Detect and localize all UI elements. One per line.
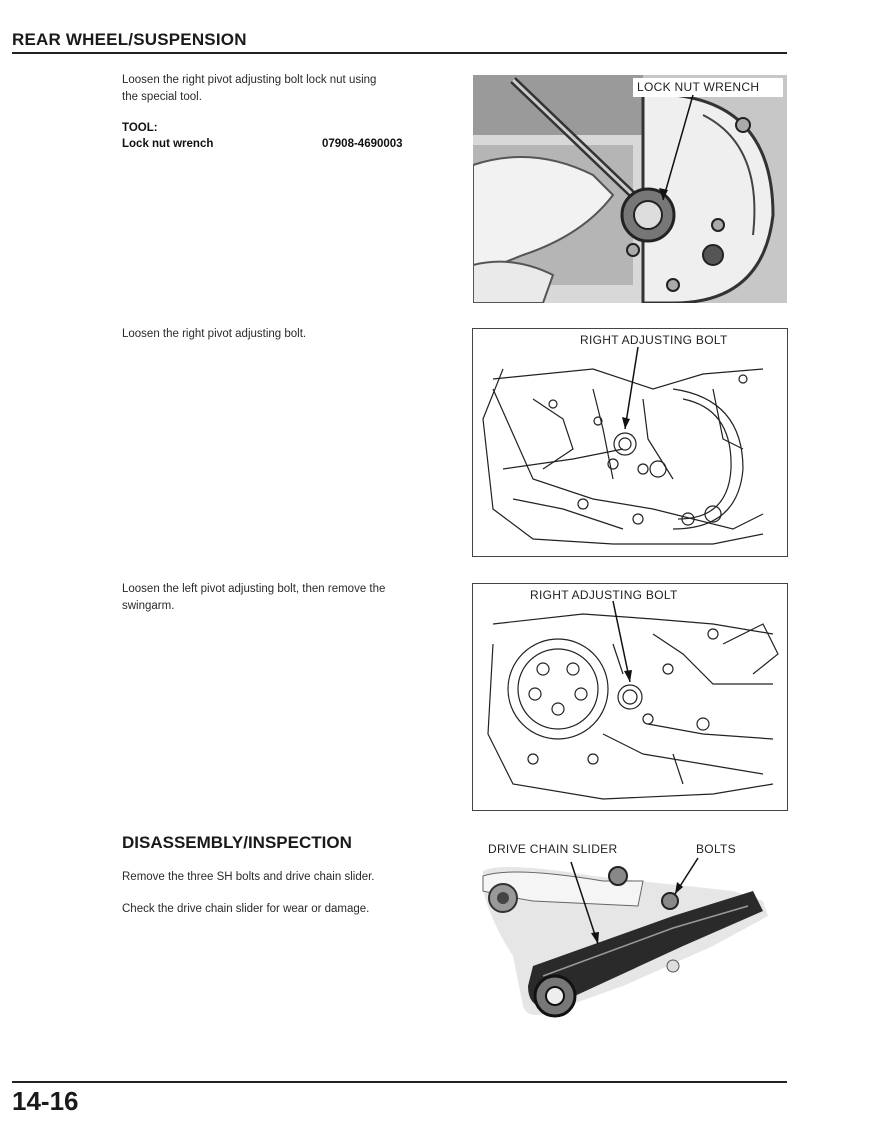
callout-bolts: BOLTS xyxy=(696,842,736,856)
drive-chain-slider-illustration xyxy=(473,836,787,1026)
step1-instructions xyxy=(122,72,462,106)
figure-lock-nut-wrench-photo xyxy=(473,75,787,303)
right-adjusting-bolt-diagram-1 xyxy=(473,329,787,556)
tool-number: 07908-4690003 xyxy=(322,138,403,150)
callout-right-adjusting-bolt-2: RIGHT ADJUSTING BOLT xyxy=(530,588,678,602)
disassembly-step2: Check the drive chain slider for wear or damage. xyxy=(122,903,370,915)
step3-instructions xyxy=(122,581,462,615)
right-adjusting-bolt-diagram-2 xyxy=(473,584,787,810)
callout-lock-nut-wrench: LOCK NUT WRENCH xyxy=(637,80,760,94)
tool-heading: TOOL: xyxy=(122,122,158,134)
footer-rule xyxy=(12,1081,787,1083)
callout-drive-chain-slider: DRIVE CHAIN SLIDER xyxy=(488,842,618,856)
figure-drive-chain-slider xyxy=(473,836,787,1026)
figure-right-adjusting-bolt-1 xyxy=(472,328,788,557)
disassembly-step1: Remove the three SH bolts and drive chain slider. xyxy=(122,871,375,883)
step2-instructions: Loosen the right pivot adjusting bolt. xyxy=(122,328,307,340)
figure-right-adjusting-bolt-2 xyxy=(472,583,788,811)
callout-right-adjusting-bolt-1: RIGHT ADJUSTING BOLT xyxy=(580,333,728,347)
step3-line2: swingarm. xyxy=(122,600,175,612)
tool-name: Lock nut wrench xyxy=(122,138,214,150)
step1-line1: Loosen the right pivot adjusting bolt lock nut using xyxy=(122,74,377,86)
step3-line1: Loosen the left pivot adjusting bolt, then remove the xyxy=(122,583,386,595)
page-number: 14-16 xyxy=(12,1086,79,1116)
lock-nut-wrench-illustration xyxy=(473,75,787,303)
header-rule xyxy=(12,52,787,54)
section-title: REAR WHEEL/SUSPENSION xyxy=(12,30,247,49)
disassembly-heading: DISASSEMBLY/INSPECTION xyxy=(122,833,352,852)
step1-line2: the special tool. xyxy=(122,91,202,103)
